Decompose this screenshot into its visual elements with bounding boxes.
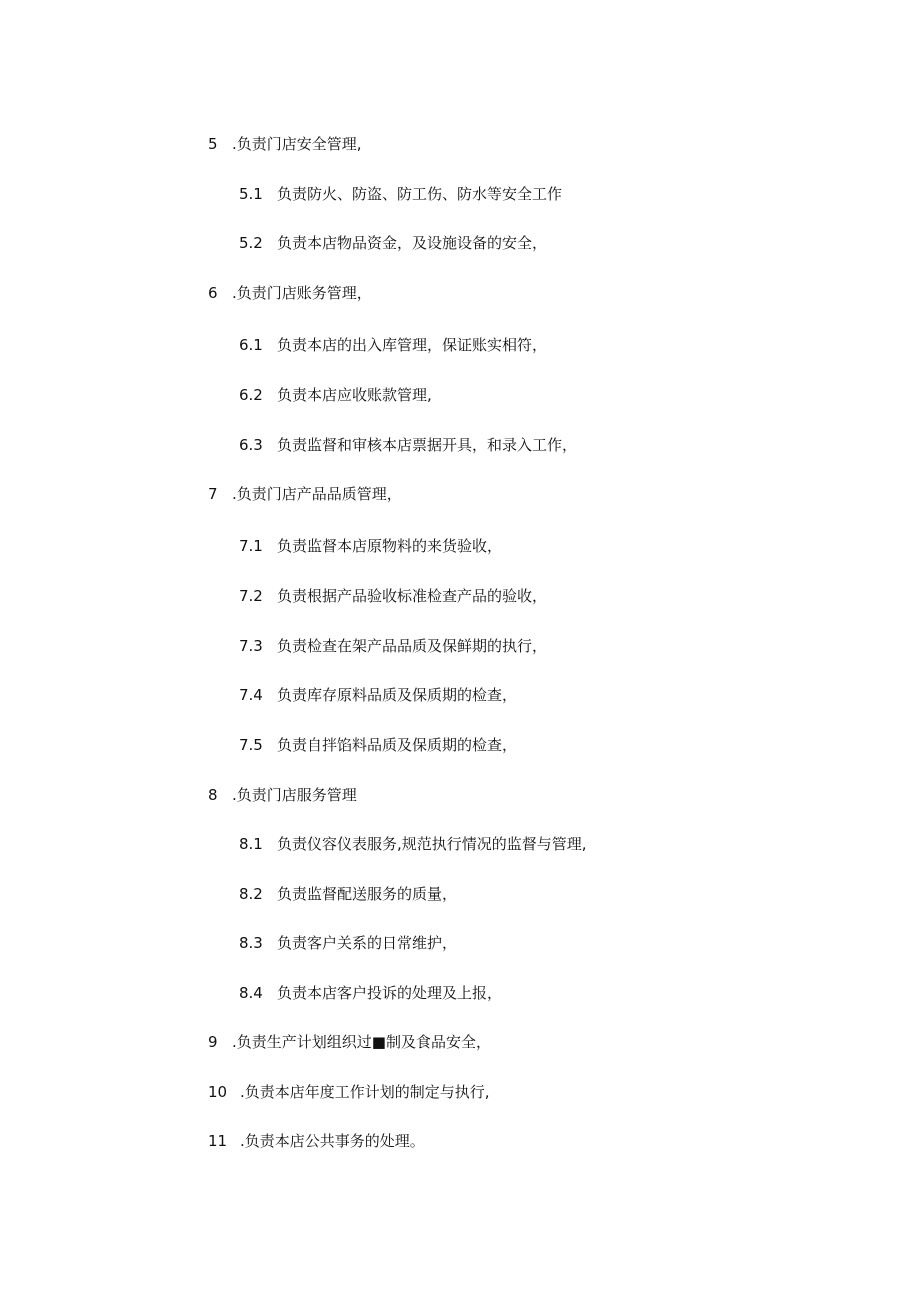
item-number: 6.3: [239, 436, 263, 454]
item-number: 8.3: [239, 934, 263, 952]
section-7: [208, 484, 402, 504]
item-text: 负责本店客户投诉的处理及上报，: [277, 984, 503, 1002]
item-8-2: [239, 884, 457, 904]
section-text: .负责门店安全管理,: [232, 135, 362, 153]
item-5-2: [239, 233, 547, 253]
item-5-1: [239, 184, 562, 204]
section-number: 9: [208, 1033, 218, 1051]
item-text: 负责库存原料品质及保质期的检查，: [277, 686, 518, 704]
item-text: 负责本店物品资金，及设施设备的安全，: [277, 234, 548, 252]
item-number: 5.1: [239, 185, 263, 203]
item-6-2: [239, 385, 432, 405]
item-8-3: [239, 933, 457, 953]
section-5: [208, 134, 362, 154]
section-6: [208, 283, 372, 303]
item-text: 负责根据产品验收标准检查产品的验收，: [277, 587, 548, 605]
section-text: .负责门店服务管理: [232, 786, 357, 804]
item-text: 负责自拌馅料品质及保质期的检查，: [277, 736, 518, 754]
item-7-2: [239, 586, 547, 606]
item-6-1: [239, 335, 547, 355]
section-text: .负责本店年度工作计划的制定与执行,: [240, 1083, 490, 1101]
section-text: .负责生产计划组织过■制及食品安全，: [232, 1033, 491, 1051]
section-text: .负责门店账务管理，: [232, 284, 372, 302]
item-8-1: [239, 834, 587, 854]
item-7-3: [239, 636, 547, 656]
item-text: 负责检查在架产品品质及保鲜期的执行，: [277, 637, 548, 655]
item-text: 负责监督和审核本店票据开具，和录入工作，: [277, 436, 578, 454]
item-number: 5.2: [239, 234, 263, 252]
section-number: 7: [208, 485, 218, 503]
section-text: .负责门店产品品质管理，: [232, 485, 402, 503]
item-7-1: [239, 536, 502, 556]
section-8: [208, 785, 357, 805]
item-8-4: [239, 983, 502, 1003]
item-number: 7.2: [239, 587, 263, 605]
item-number: 7.3: [239, 637, 263, 655]
item-text: 负责监督本店原物料的来货验收，: [277, 537, 503, 555]
section-10: [208, 1082, 490, 1102]
section-number: 11: [208, 1132, 228, 1150]
section-number: 6: [208, 284, 218, 302]
item-6-3: [239, 435, 577, 455]
section-9: [208, 1032, 491, 1052]
item-number: 8.2: [239, 885, 263, 903]
section-text: .负责本店公共事务的处理。: [240, 1132, 425, 1150]
item-7-5: [239, 735, 517, 755]
item-text: 负责防火、防盗、防工伤、防水等安全工作: [277, 185, 563, 203]
item-number: 8.4: [239, 984, 263, 1002]
item-text: 负责客户关系的日常维护，: [277, 934, 458, 952]
section-number: 8: [208, 786, 218, 804]
item-text: 负责监督配送服务的质量，: [277, 885, 458, 903]
section-number: 10: [208, 1083, 228, 1101]
section-number: 5: [208, 135, 218, 153]
item-number: 8.1: [239, 835, 263, 853]
item-number: 6.2: [239, 386, 263, 404]
item-number: 7.4: [239, 686, 263, 704]
item-number: 7.1: [239, 537, 263, 555]
item-text: 负责本店应收账款管理,: [277, 386, 432, 404]
item-text: 负责本店的出入库管理，保证账实相符，: [277, 336, 548, 354]
item-number: 6.1: [239, 336, 263, 354]
section-11: [208, 1131, 425, 1151]
item-7-4: [239, 685, 517, 705]
item-text: 负责仪容仪表服务,规范执行情况的监督与管理,: [277, 835, 587, 853]
item-number: 7.5: [239, 736, 263, 754]
